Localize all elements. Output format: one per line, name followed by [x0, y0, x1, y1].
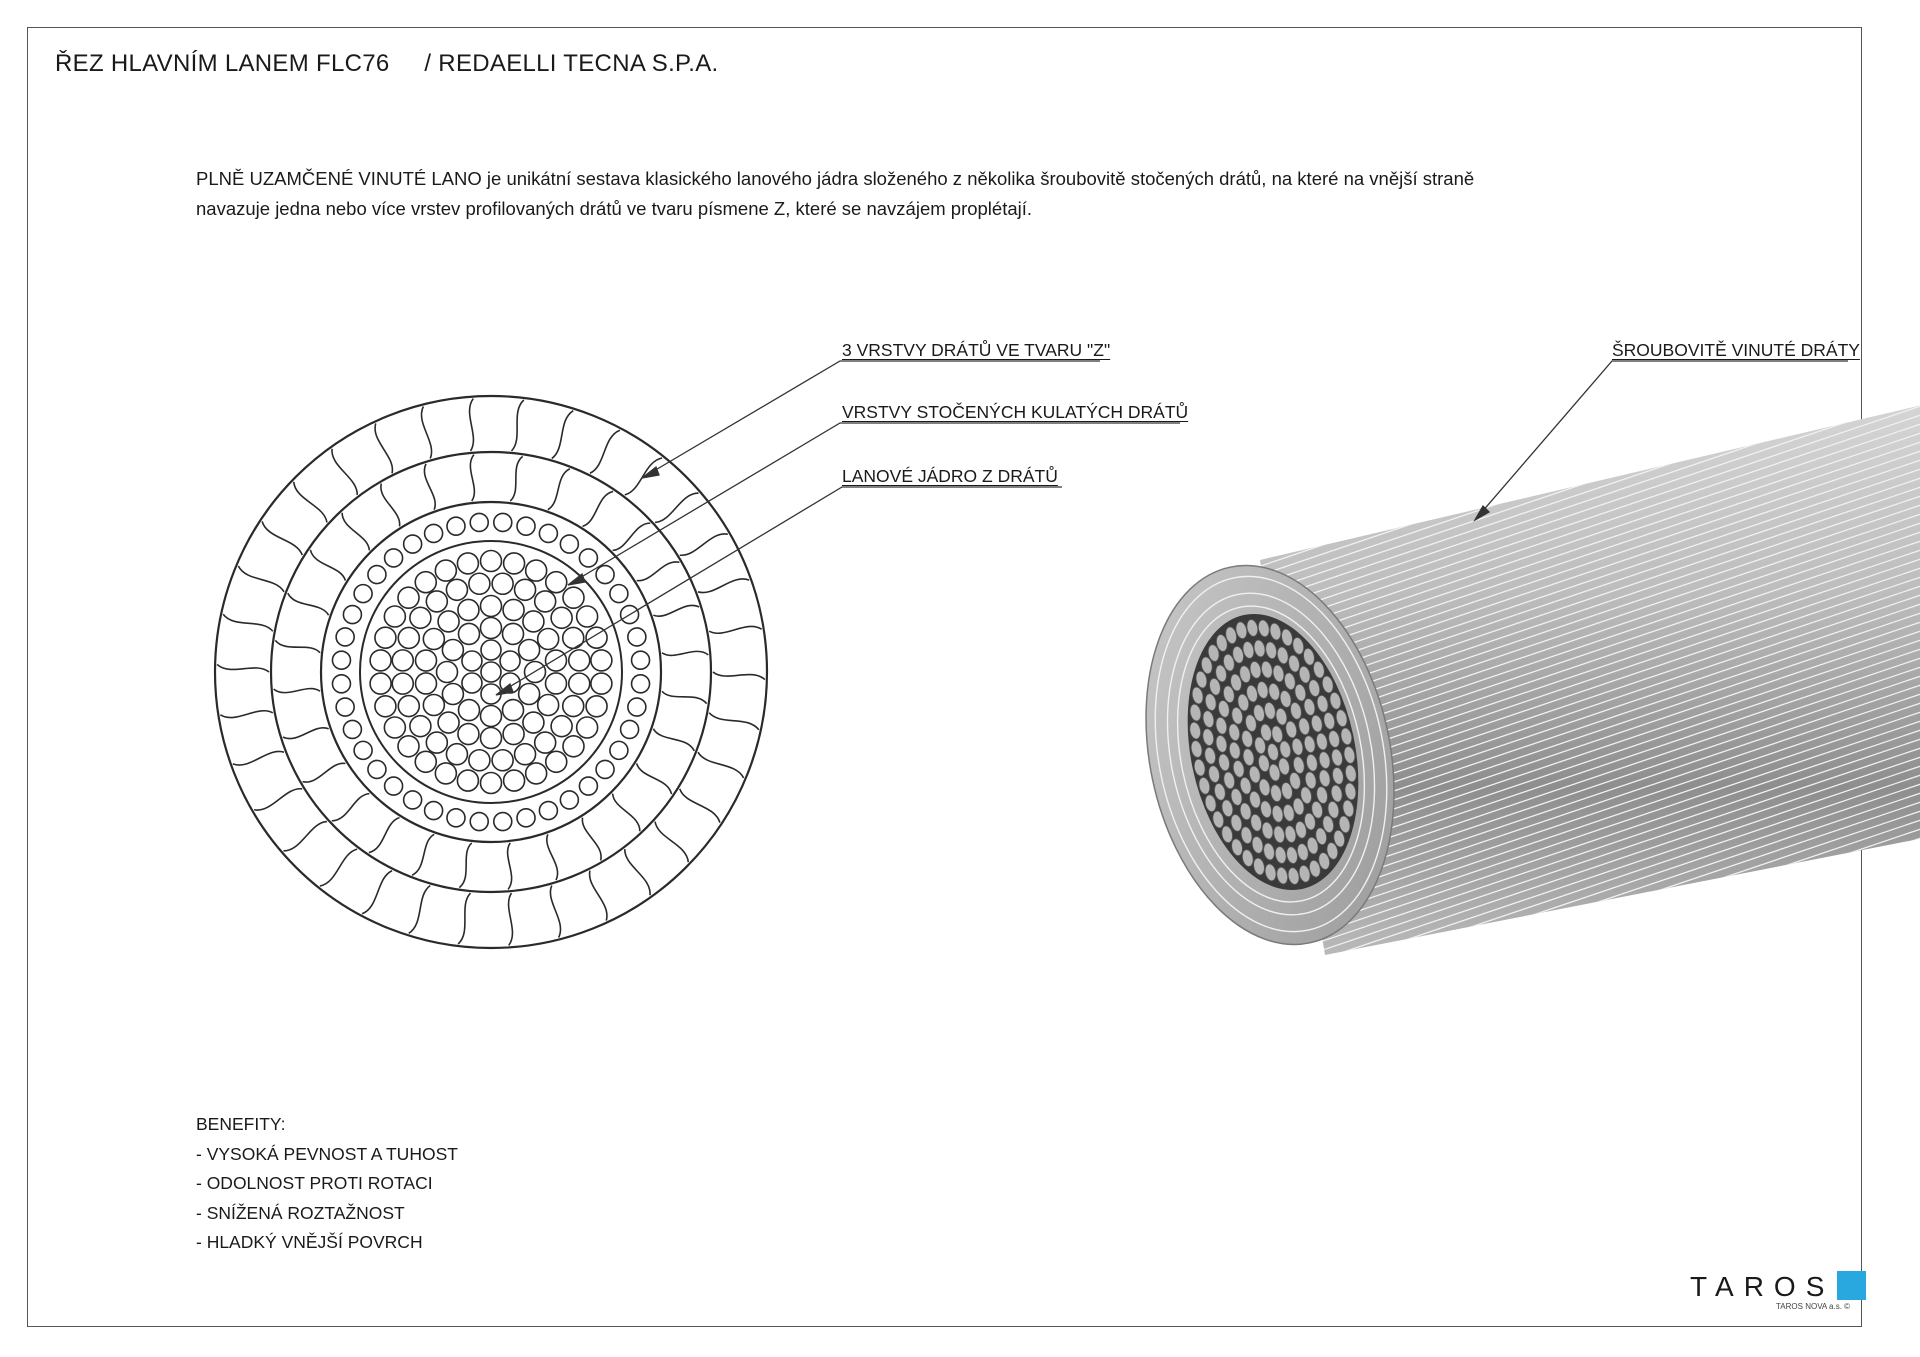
z-wire: [653, 729, 694, 751]
round-wire: [457, 553, 478, 574]
round-wire: [384, 717, 405, 738]
round-wire: [392, 673, 413, 694]
round-wire: [385, 549, 403, 567]
round-wire: [504, 553, 525, 574]
z-wire: [625, 849, 650, 895]
round-wire: [494, 813, 512, 831]
round-wire: [560, 535, 578, 553]
round-wire: [577, 717, 598, 738]
round-wire: [398, 587, 419, 608]
round-wire: [563, 696, 584, 717]
round-wire: [426, 732, 447, 753]
round-wire: [610, 585, 628, 603]
round-wire: [384, 606, 405, 627]
round-wire: [551, 607, 572, 628]
round-wire: [503, 724, 524, 745]
logo-square: [1837, 1271, 1866, 1300]
z-wire: [470, 399, 474, 451]
rope-3d-render: [1113, 80, 1920, 1131]
z-wire: [233, 751, 284, 765]
z-wire: [409, 886, 431, 934]
round-wire: [423, 629, 444, 650]
round-wire: [621, 720, 639, 738]
round-wire: [435, 560, 456, 581]
round-wire: [332, 651, 350, 669]
round-wire: [469, 750, 490, 771]
z-wire: [369, 818, 400, 853]
callout-helical-wires: ŠROUBOVITĚ VINUTÉ DRÁTY: [1612, 340, 1860, 360]
logo-wordmark: TAROS: [1690, 1271, 1835, 1302]
z-wire: [655, 493, 698, 522]
round-wire: [503, 623, 524, 644]
benefit-item: - ODOLNOST PROTI ROTACI: [196, 1173, 433, 1193]
round-wire: [481, 662, 501, 682]
z-wire: [582, 818, 601, 861]
round-wire: [539, 802, 557, 820]
z-wire: [320, 849, 357, 886]
callout-core: LANOVÉ JÁDRO Z DRÁTŮ: [842, 466, 1058, 486]
z-wire: [274, 689, 320, 693]
z-wire: [662, 651, 708, 655]
round-wire: [481, 551, 502, 572]
z-wire: [283, 822, 326, 851]
round-wire: [632, 675, 650, 693]
round-wire: [404, 791, 422, 809]
round-wire: [545, 650, 566, 671]
round-wire: [438, 611, 459, 632]
z-wire: [412, 834, 434, 875]
z-wire: [262, 521, 302, 555]
round-wire: [470, 813, 488, 831]
z-wire: [653, 605, 699, 616]
round-wire: [404, 535, 422, 553]
round-wire: [586, 696, 607, 717]
z-wire: [362, 871, 392, 914]
round-wire: [459, 700, 480, 721]
round-wire: [481, 596, 502, 617]
z-wire: [303, 763, 346, 782]
round-wire: [343, 720, 361, 738]
round-wire: [425, 802, 443, 820]
round-wire: [526, 763, 547, 784]
z-wire: [223, 614, 273, 631]
round-wire: [392, 650, 413, 671]
z-wire: [637, 562, 680, 581]
round-wire: [563, 627, 584, 648]
round-wire: [446, 579, 467, 600]
round-wire: [481, 773, 502, 794]
round-wire: [546, 751, 567, 772]
callout-z-layers: 3 VRSTVY DRÁTŮ VE TVARU "Z": [842, 340, 1111, 360]
round-wire: [446, 744, 467, 765]
round-wire: [447, 809, 465, 827]
z-wire: [680, 789, 720, 823]
z-wire: [508, 843, 512, 889]
intro-text: je unikátní sestava klasického lanového jádra složeného z několika šroubovitě stočených drátů, na které na vnější straně navazuje jedna nebo více vrstev profilovaných drátů ve tvaru písmene Z, které se navzájem proplétají.: [196, 168, 1475, 219]
round-wire: [503, 700, 524, 721]
round-wire: [504, 770, 525, 791]
z-wire: [220, 711, 272, 718]
z-wire: [698, 752, 744, 778]
z-wire: [655, 822, 688, 863]
round-wire: [539, 524, 557, 542]
round-wire: [398, 627, 419, 648]
round-wire: [523, 712, 544, 733]
round-wire: [459, 623, 480, 644]
z-wire: [583, 491, 614, 526]
round-wire: [632, 651, 650, 669]
round-wire: [469, 573, 490, 594]
z-wire: [283, 728, 329, 739]
round-wire: [560, 791, 578, 809]
round-wire: [628, 698, 646, 716]
benefit-item: - VYSOKÁ PEVNOST A TUHOST: [196, 1143, 458, 1164]
benefit-item: - HLADKÝ VNĚJŠÍ POVRCH: [196, 1232, 423, 1252]
round-wire: [515, 744, 536, 765]
z-wire: [421, 406, 431, 458]
z-wire: [424, 464, 435, 510]
round-wire: [526, 560, 547, 581]
round-wire: [416, 673, 437, 694]
round-wire: [551, 716, 572, 737]
callout-round-layers: VRSTVY STOČENÝCH KULATÝCH DRÁTŮ: [842, 402, 1189, 422]
z-wire: [510, 456, 522, 501]
z-wire: [548, 469, 570, 510]
round-wire: [368, 566, 386, 584]
z-wire: [217, 664, 269, 672]
round-wire: [519, 640, 540, 661]
z-wire: [332, 794, 370, 821]
round-wire: [515, 579, 536, 600]
round-wire: [563, 736, 584, 757]
z-wire: [613, 523, 651, 550]
z-wire: [547, 834, 558, 880]
round-wire: [535, 732, 556, 753]
z-wire: [458, 893, 470, 944]
round-wire: [423, 695, 444, 716]
round-wire: [336, 698, 354, 716]
round-wire: [458, 724, 479, 745]
round-wire: [545, 673, 566, 694]
z-wire: [294, 482, 327, 523]
z-wire: [613, 794, 640, 832]
z-wire: [550, 886, 560, 938]
round-wire: [628, 628, 646, 646]
round-wire: [462, 673, 482, 693]
round-wire: [385, 777, 403, 795]
round-wire: [481, 706, 502, 727]
z-wire: [709, 626, 761, 633]
round-wire: [470, 513, 488, 531]
round-wire: [447, 517, 465, 535]
round-wire: [492, 750, 513, 771]
round-wire: [503, 599, 524, 620]
round-wire: [368, 760, 386, 778]
round-wire: [442, 684, 463, 705]
round-wire: [535, 591, 556, 612]
round-wire: [494, 513, 512, 531]
round-wire: [415, 751, 436, 772]
z-wire: [238, 566, 284, 592]
z-wire: [713, 672, 765, 680]
z-wire: [375, 423, 392, 473]
round-wire: [458, 599, 479, 620]
taros-logo: [1690, 1271, 1865, 1301]
z-wire: [342, 513, 369, 551]
round-wire: [410, 607, 431, 628]
round-wire: [343, 606, 361, 624]
round-wire: [354, 585, 372, 603]
round-wire: [523, 611, 544, 632]
round-wire: [416, 650, 437, 671]
benefits-heading: BENEFITY:: [196, 1114, 286, 1134]
benefits-list: [196, 1110, 458, 1258]
z-wire: [698, 579, 749, 593]
page-title: ŘEZ HLAVNÍM LANEM FLC76 / REDAELLI TECNA S.P.A.: [55, 50, 719, 77]
benefit-item: - SNÍŽENÁ ROZTAŽNOST: [196, 1202, 405, 1223]
round-wire: [370, 673, 391, 694]
round-wire: [538, 695, 559, 716]
round-wire: [415, 572, 436, 593]
round-wire: [457, 770, 478, 791]
round-wire: [569, 673, 590, 694]
round-wire: [492, 573, 513, 594]
z-wire: [381, 484, 400, 527]
round-wire: [596, 566, 614, 584]
round-wire: [336, 628, 354, 646]
z-wire: [459, 843, 471, 888]
z-wire: [288, 593, 329, 615]
round-wire: [519, 684, 540, 705]
round-wire: [398, 736, 419, 757]
z-wire: [590, 430, 620, 473]
round-wire: [517, 809, 535, 827]
round-wire: [563, 587, 584, 608]
round-wire: [546, 572, 567, 593]
round-wire: [591, 673, 612, 694]
round-wire: [332, 675, 350, 693]
round-wire: [410, 716, 431, 737]
round-wire: [569, 650, 590, 671]
round-wire: [517, 517, 535, 535]
round-wire: [538, 629, 559, 650]
z-wire: [254, 789, 302, 810]
z-wire: [509, 893, 513, 945]
round-wire: [481, 618, 502, 639]
z-wire: [680, 534, 728, 555]
z-wire: [590, 871, 607, 921]
intro-lead: PLNĚ UZAMČENÉ VINUTÉ LANO: [196, 168, 482, 189]
round-wire: [481, 728, 502, 749]
round-wire: [591, 650, 612, 671]
round-wire: [442, 640, 463, 661]
round-wire: [462, 651, 482, 671]
round-wire: [610, 741, 628, 759]
round-wire: [579, 549, 597, 567]
copyright-note: TAROS NOVA a.s. ©: [1776, 1302, 1851, 1311]
z-wire: [310, 550, 345, 581]
round-wire: [500, 651, 520, 671]
round-wire: [398, 696, 419, 717]
z-wire: [470, 455, 474, 501]
z-wire: [709, 713, 759, 730]
round-wire: [596, 760, 614, 778]
round-wire: [579, 777, 597, 795]
z-wire: [332, 449, 357, 495]
round-wire: [375, 627, 396, 648]
round-wire: [370, 650, 391, 671]
rope-cross-section: [215, 396, 767, 948]
round-wire: [438, 712, 459, 733]
round-wire: [354, 741, 372, 759]
z-wire: [511, 400, 523, 451]
round-wire: [375, 696, 396, 717]
z-wire: [552, 411, 574, 459]
z-wire: [637, 764, 672, 795]
round-wire: [577, 606, 598, 627]
z-wire: [662, 691, 707, 703]
z-wire: [275, 640, 320, 652]
round-wire: [426, 591, 447, 612]
round-wire: [437, 662, 458, 683]
round-wire: [435, 763, 456, 784]
round-wire: [481, 640, 501, 660]
round-wire: [425, 524, 443, 542]
